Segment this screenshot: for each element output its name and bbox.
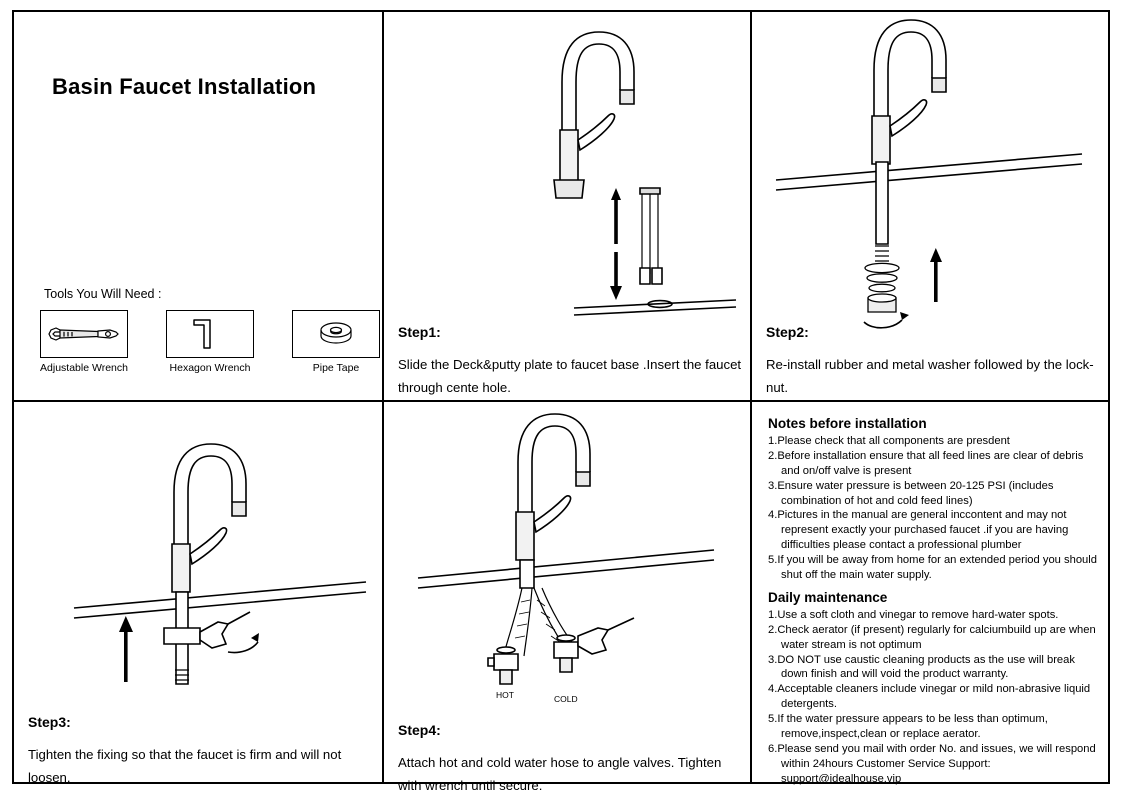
tool-item xyxy=(292,310,380,374)
step-2-body: Re-install rubber and metal washer followed by the lock-nut. xyxy=(766,357,1094,395)
panel-step-4 xyxy=(384,402,752,793)
tool-caption: Adjustable Wrench xyxy=(40,362,128,374)
notes-block xyxy=(768,416,1098,787)
panel-step-1 xyxy=(384,12,752,402)
step1-illustration xyxy=(384,12,752,322)
hot-label: HOT xyxy=(496,690,514,700)
cold-label: COLD xyxy=(554,694,578,704)
note-item: 3.Ensure water pressure is between 20-125 PSI (includes combination of hot and cold feed lines) xyxy=(768,479,1054,507)
page-title: Basin Faucet Installation xyxy=(52,74,317,99)
tool-caption: Hexagon Wrench xyxy=(169,362,251,374)
note-item: 4.Pictures in the manual are general inccontent and may not represent exactly your purchased faucet .if you are having difficulties please contact a professional plumber xyxy=(768,509,1069,552)
notes-list-install xyxy=(768,434,1098,583)
instruction-grid xyxy=(12,10,1110,793)
tools-row xyxy=(40,310,370,374)
tools-label: Tools You Will Need : xyxy=(44,287,162,301)
step-2-heading: Step2: xyxy=(766,324,809,340)
step3-illustration xyxy=(14,412,382,712)
note-item: 5.If the water pressure appears to be less than optimum, remove,inspect,clean or replace aerator. xyxy=(768,713,1048,741)
step-3-body: Tighten the fixing so that the faucet is firm and will not loosen. xyxy=(28,747,342,785)
note-item: 3.DO NOT use caustic cleaning products as the use will break down finish and will void the product warranty. xyxy=(768,653,1075,681)
notes-heading-maintenance: Daily maintenance xyxy=(768,589,888,605)
step-4-body: Attach hot and cold water hose to angle valves. Tighten with wrench until secure. xyxy=(398,755,722,793)
step4-illustration xyxy=(384,402,752,712)
adjustable-wrench-icon xyxy=(40,310,128,358)
note-item: 1.Use a soft cloth and vinegar to remove hard-water spots. xyxy=(768,608,1059,621)
panel-title-tools xyxy=(14,12,384,402)
step-4-heading: Step4: xyxy=(398,722,441,738)
note-item: 6.Please send you mail with order No. and issues, we will respond within 24hours Customer Service Support: support@idealhouse.vip xyxy=(768,742,1096,785)
note-item: 4.Acceptable cleaners include vinegar or mild non-abrasive liquid detergents. xyxy=(768,683,1091,711)
step2-illustration xyxy=(752,12,1108,322)
panel-step-3 xyxy=(14,402,384,785)
hexagon-wrench-icon xyxy=(166,310,254,358)
note-item: 5.If you will be away from home for an extended period you should shut off the main water supply. xyxy=(768,554,1097,582)
notes-heading-install: Notes before installation xyxy=(768,416,927,431)
tool-caption: Pipe Tape xyxy=(312,362,360,374)
tool-item xyxy=(40,310,128,374)
step-3-heading: Step3: xyxy=(28,714,71,730)
panel-notes xyxy=(752,402,1108,785)
step-1-body: Slide the Deck&putty plate to faucet base .Insert the faucet through cente hole. xyxy=(398,357,742,395)
pipe-tape-icon xyxy=(292,310,380,358)
note-item: 2.Check aerator (if present) regularly for calciumbuild up are when water stream is not optimum xyxy=(768,623,1096,651)
step-1-heading: Step1: xyxy=(398,324,441,340)
notes-list-maintenance xyxy=(768,608,1098,787)
note-item: 1.Please check that all components are presdent xyxy=(768,435,1010,447)
tool-item xyxy=(166,310,254,374)
panel-step-2 xyxy=(752,12,1108,402)
note-item: 2.Before installation ensure that all feed lines are clear of debris and on/off valve is present xyxy=(768,449,1084,477)
